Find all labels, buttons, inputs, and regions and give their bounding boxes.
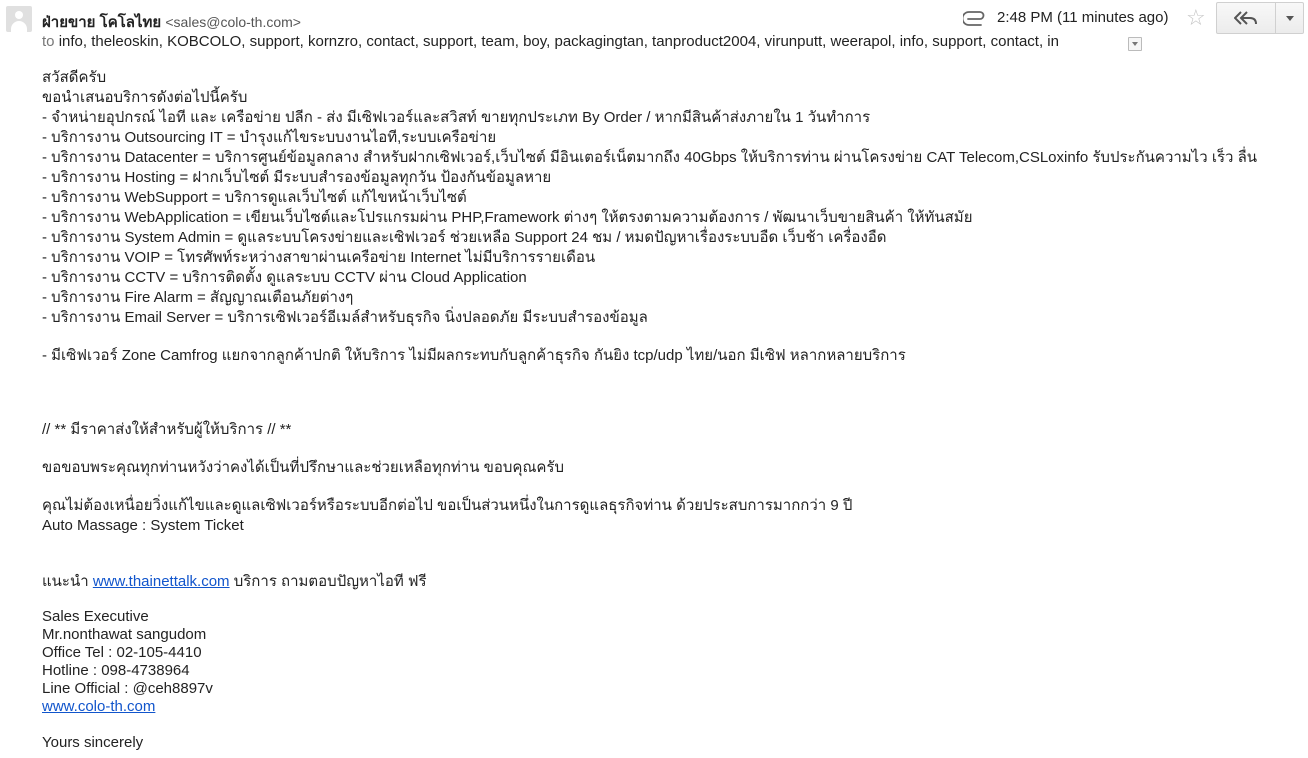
service-line: - บริการงาน Datacenter = บริการศูนย์ข้อมูลกลาง สำหรับฝากเซิฟเวอร์,เว็บไซต์ มีอินเตอร์เน็ตมากถึง 40Gbps ให้บริการท่าน ผ่านโครงข่าย CAT Telecom,CSLoxinfo รับประกันความไว เร็ว ลื่น xyxy=(42,149,1258,166)
avatar-body xyxy=(11,21,27,32)
auto-message-line: Auto Massage : System Ticket xyxy=(42,517,244,534)
to-label: to xyxy=(42,33,55,50)
service-line: - บริการงาน Outsourcing IT = บำรุงแก้ไขระบบงานไอที,ระบบเครือข่าย xyxy=(42,129,497,146)
pitch-line: คุณไม่ต้องเหนื่อยวิ่งแก้ไขและดูแลเซิฟเวอร์หรือระบบอีกต่อไป ขอเป็นส่วนหนึ่งในการดูแลธุรกิจท่าน ด้วยประสบการมากกว่า 9 ปี xyxy=(42,497,853,514)
signature-line-id: Line Official : @ceh8897v xyxy=(42,680,213,697)
thanks-line: ขอขอบพระคุณทุกท่านหวังว่าคงได้เป็นที่ปรึกษาและช่วยเหลือทุกท่าน ขอบคุณครับ xyxy=(42,459,564,476)
service-line: - บริการงาน WebApplication = เขียนเว็บไซต์และโปรแกรมผ่าน PHP,Framework ต่างๆ ให้ตรงตามความต้องการ / พัฒนาเว็บขายสินค้า ให้ทันสมัย xyxy=(42,209,973,226)
signature-hotline: Hotline : 098-4738964 xyxy=(42,662,190,679)
service-line: - บริการงาน System Admin = ดูแลระบบโครงข่ายและเซิฟเวอร์ ช่วยเหลือ Support 24 ชม / หมดปัญหาเรื่องระบบอืด เว็บช้า เครื่องอืด xyxy=(42,229,887,246)
service-line: - บริการงาน VOIP = โทรศัพท์ระหว่างสาขาผ่านเครือข่าย Internet ไม่มีบริการรายเดือน xyxy=(42,249,596,266)
message-time: 2:48 PM (11 minutes ago) xyxy=(997,9,1169,26)
paperclip-icon xyxy=(963,10,987,28)
intro: ขอนำเสนอบริการดังต่อไปนี้ครับ xyxy=(42,89,248,106)
greeting: สวัสดีครับ xyxy=(42,69,107,86)
recipients-list: info, theleoskin, KOBCOLO, support, kornzro, contact, support, team, boy, packagingtan, tanproduct2004, virunputt, weerapol, info, support, contact, in xyxy=(58,33,1059,50)
signature-title: Sales Executive xyxy=(42,608,149,625)
service-line: - บริการงาน Hosting = ฝากเว็บไซต์ มีระบบสำรองข้อมูลทุกวัน ป้องกันข้อมูลหาย xyxy=(42,169,552,186)
sender-avatar[interactable] xyxy=(6,6,32,32)
star-icon[interactable]: ☆ xyxy=(1186,5,1206,30)
signature xyxy=(42,608,1257,752)
recommend-line xyxy=(42,572,1257,592)
signature-name: Mr.nonthawat sangudom xyxy=(42,626,207,643)
camfrog-line: - มีเซิฟเวอร์ Zone Camfrog แยกจากลูกค้าปกติ ให้บริการ ไม่มีผลกระทบกับลูกค้าธุรกิจ กันยิง tcp/udp ไทย/นอก มีเซิฟ หลากหลายบริการ xyxy=(42,347,906,364)
message-body xyxy=(42,68,1257,752)
recommend-prefix: แนะนำ xyxy=(42,573,89,590)
service-line: - บริการงาน Fire Alarm = สัญญาณเตือนภัยต่างๆ xyxy=(42,289,354,306)
service-line: - จำหน่ายอุปกรณ์ ไอที และ เครือข่าย ปลีก - ส่ง มีเซิฟเวอร์และสวิสท์ ขายทุกประเภท By Order / หากมีสินค้าส่งภายใน 1 วันทำการ xyxy=(42,109,871,126)
reply-all-button[interactable] xyxy=(1216,2,1276,34)
service-line: - บริการงาน Email Server = บริการเซิฟเวอร์อีเมล์สำหรับธุรกิจ นิ่งปลอดภัย มีระบบสำรองข้อมูล xyxy=(42,309,648,326)
recipients-line xyxy=(42,33,1122,50)
service-line: - บริการงาน CCTV = บริการติดตั้ง ดูแลระบบ CCTV ผ่าน Cloud Application xyxy=(42,269,527,286)
chevron-down-icon xyxy=(1286,16,1294,21)
wholesale-note: // ** มีราคาส่งให้สำหรับผู้ให้บริการ // ** xyxy=(42,421,292,438)
expand-recipients-icon[interactable] xyxy=(1128,37,1142,51)
sender-line xyxy=(42,10,301,34)
action-buttons xyxy=(1216,2,1304,34)
sender-email: <sales@colo-th.com> xyxy=(165,14,301,30)
more-options-button[interactable] xyxy=(1276,2,1304,34)
sender-name[interactable]: ฝ่ายขาย โคโลไทย xyxy=(42,14,162,31)
closing: Yours sincerely xyxy=(42,734,144,751)
reply-all-icon xyxy=(1234,10,1258,26)
colo-website-link[interactable]: www.colo-th.com xyxy=(42,698,156,715)
service-line: - บริการงาน WebSupport = บริการดูแลเว็บไซต์ แก้ไขหน้าเว็บไซต์ xyxy=(42,189,467,206)
signature-office: Office Tel : 02-105-4410 xyxy=(42,644,202,661)
thainettalk-link[interactable]: www.thainettalk.com xyxy=(92,573,230,590)
recommend-suffix: บริการ ถามตอบปัญหาไอที ฟรี xyxy=(229,573,427,590)
avatar-head xyxy=(15,11,23,19)
